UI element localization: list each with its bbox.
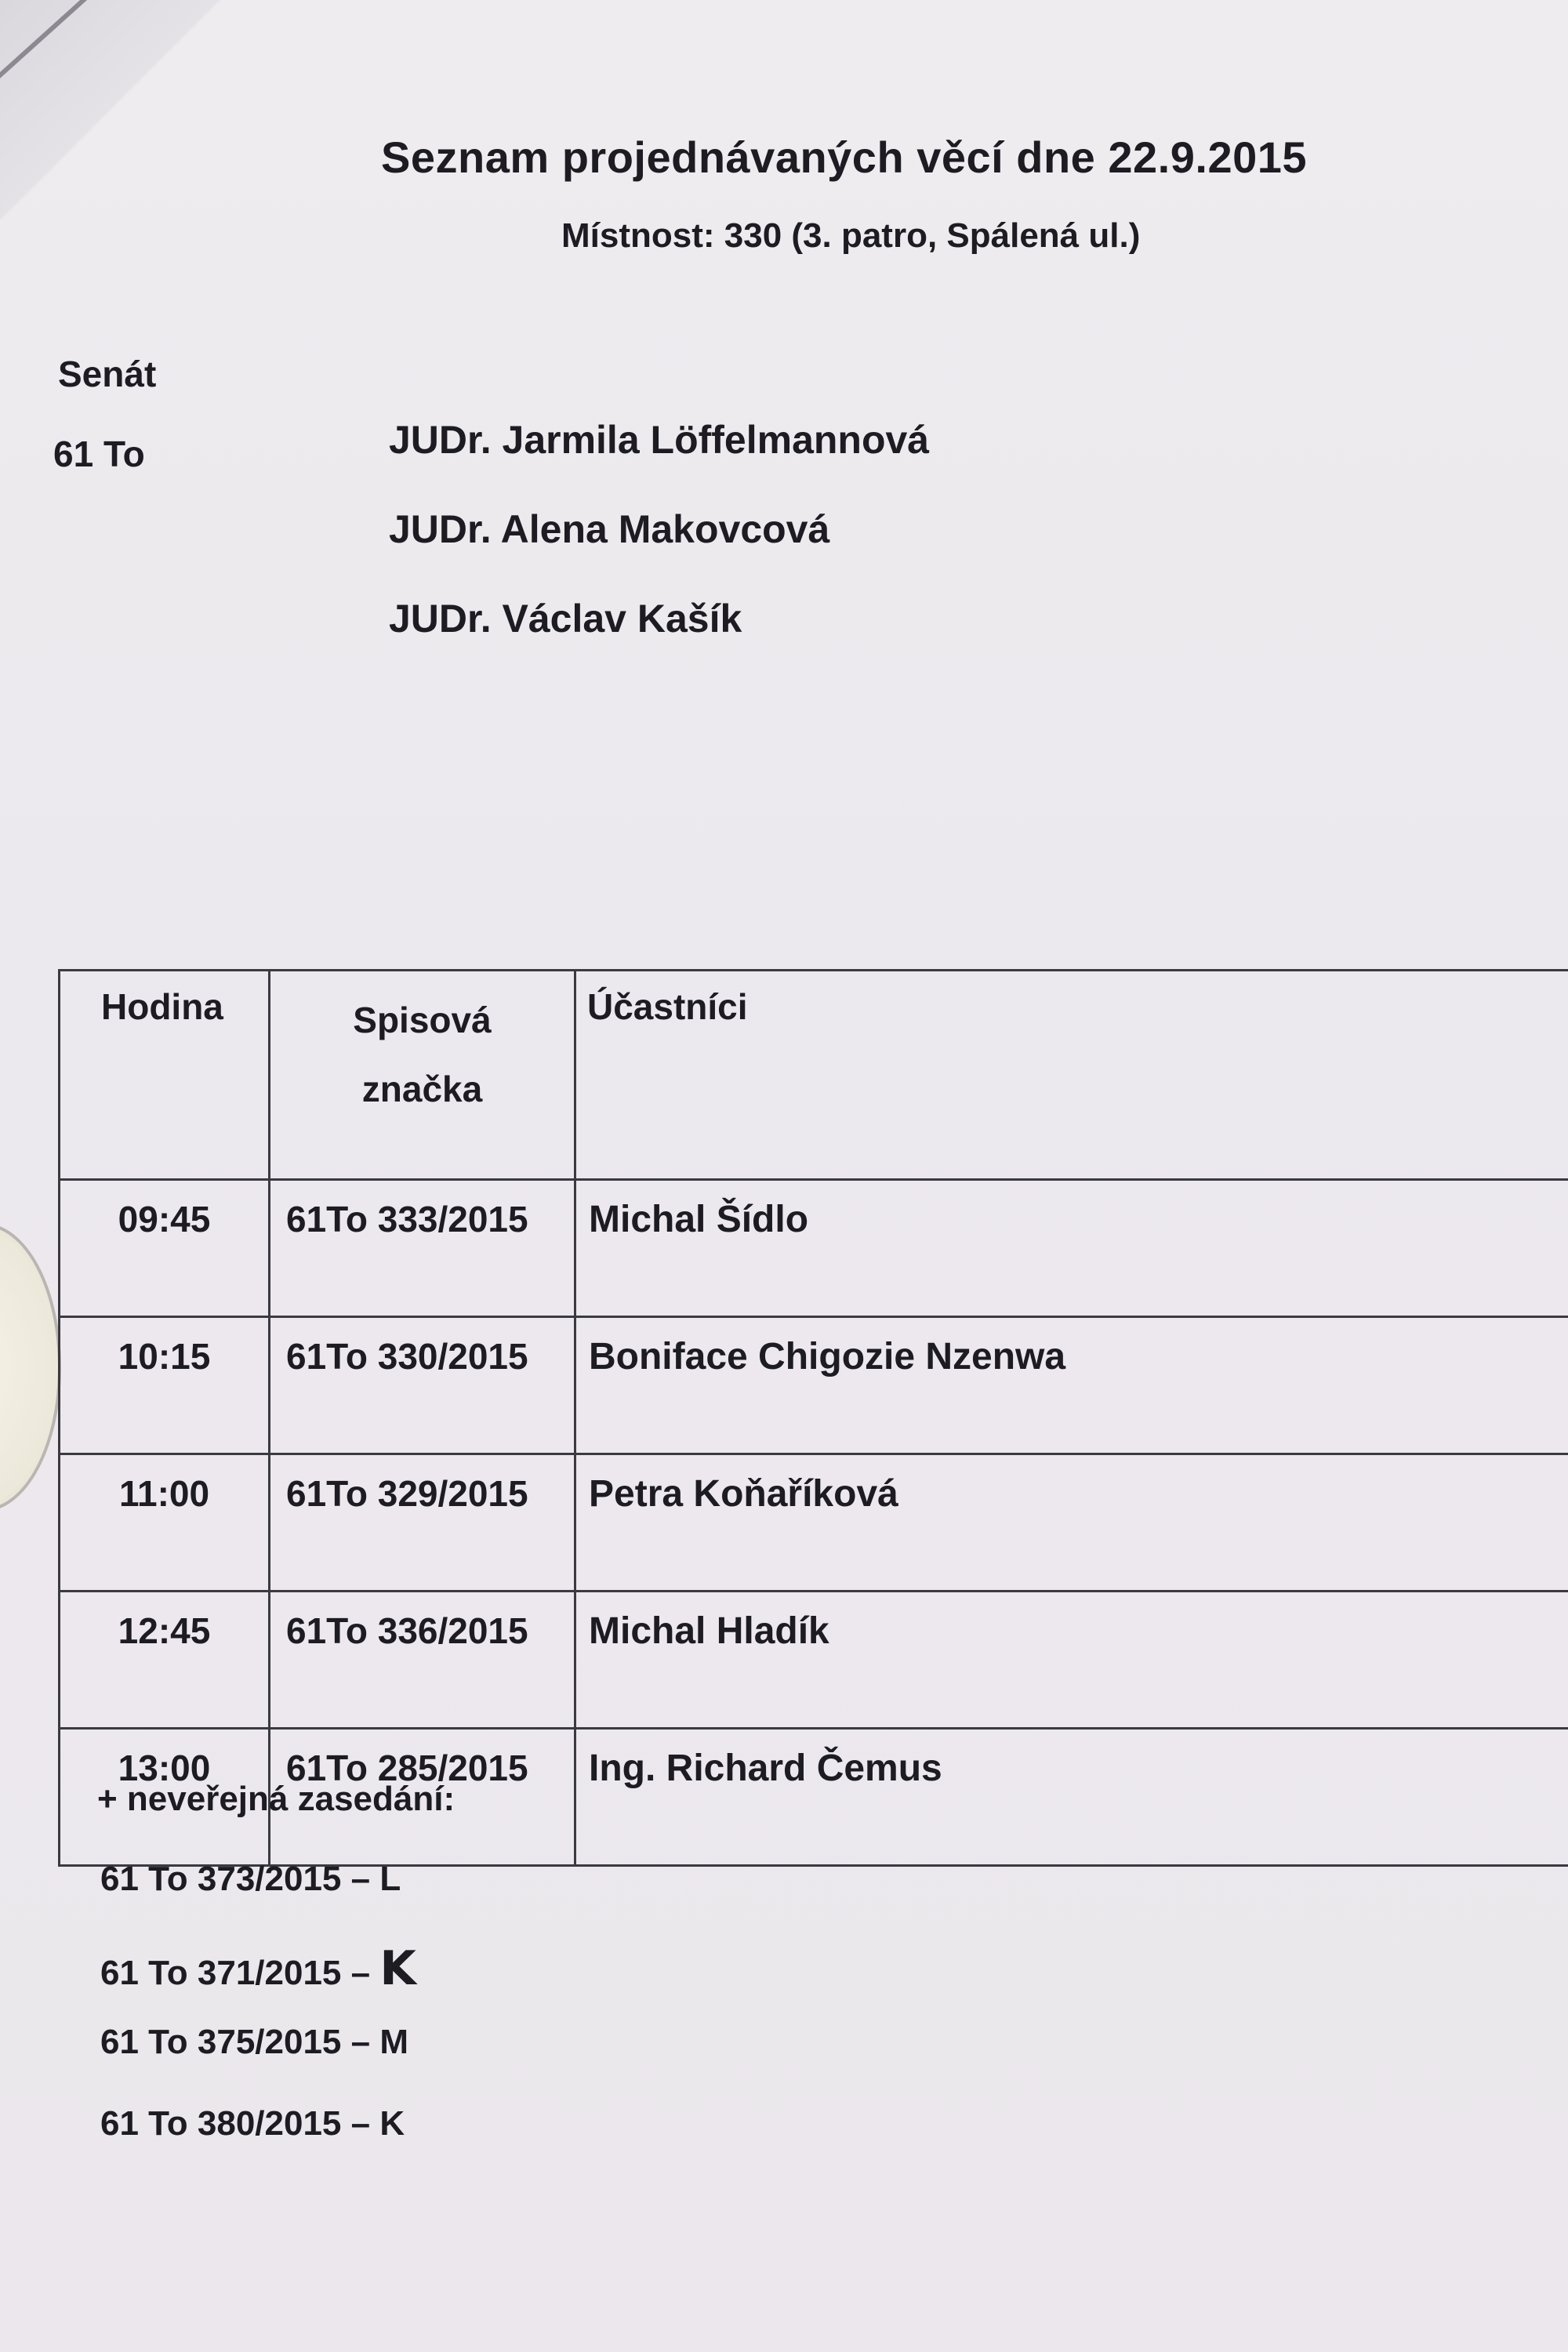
table-row <box>60 1592 1568 1729</box>
closed-case-mark: K <box>379 2104 405 2143</box>
closed-case-ref: 61 To 375/2015 – <box>100 2023 380 2061</box>
table-header-row <box>60 971 1568 1180</box>
folded-corner <box>0 0 227 220</box>
table-row <box>60 1317 1568 1454</box>
list-item <box>100 1860 416 1941</box>
cell-time: 09:45 <box>60 1180 270 1317</box>
cell-participants: Ing. Richard Čemus <box>575 1729 1568 1866</box>
senate-label: Senát <box>58 354 157 394</box>
senate-code: 61 To <box>53 434 145 474</box>
cell-case-ref: 61To 336/2015 <box>270 1592 575 1729</box>
list-item <box>100 2104 416 2186</box>
closed-sessions-heading: + neveřejná zasedání: <box>97 1780 456 1818</box>
header-case-ref <box>270 971 575 1180</box>
cell-case-ref: 61To 333/2015 <box>270 1180 575 1317</box>
judge-name: JUDr. Václav Kašík <box>389 597 742 641</box>
cell-participants: Petra Koňaříková <box>575 1454 1568 1592</box>
closed-case-ref: 61 To 371/2015 – <box>100 1954 380 1992</box>
judge-name: JUDr. Alena Makovcová <box>389 507 830 551</box>
table-row <box>60 1454 1568 1592</box>
list-item <box>100 1941 416 2023</box>
closed-case-ref: 61 To 380/2015 – <box>100 2104 380 2143</box>
judge-list <box>389 417 929 685</box>
cell-time: 13:00 <box>60 1729 270 1866</box>
cell-participants: Michal Hladík <box>575 1592 1568 1729</box>
header-time: Hodina <box>60 971 270 1180</box>
cell-participants: Michal Šídlo <box>575 1180 1568 1317</box>
list-item <box>100 2023 416 2104</box>
table-row <box>60 1180 1568 1317</box>
room-info: Místnost: 330 (3. patro, Spálená ul.) <box>561 216 1141 255</box>
cell-case-ref: 61To 329/2015 <box>270 1454 575 1592</box>
closed-case-mark: M <box>379 2023 408 2061</box>
cell-time: 10:15 <box>60 1317 270 1454</box>
closed-case-mark-handwritten: K <box>379 1941 416 1996</box>
hearing-schedule-table <box>58 969 1568 1867</box>
closed-sessions-list <box>100 1860 416 2186</box>
judge-name: JUDr. Jarmila Löffelmannová <box>389 418 930 462</box>
cell-time: 12:45 <box>60 1592 270 1729</box>
closed-case-ref: 61 To 373/2015 – <box>100 1860 380 1898</box>
cell-case-ref: 61To 330/2015 <box>270 1317 575 1454</box>
header-case-ref-line1: Spisová <box>353 1000 492 1040</box>
closed-case-mark: L <box>379 1860 401 1898</box>
cell-participants: Boniface Chigozie Nzenwa <box>575 1317 1568 1454</box>
cell-case-ref: 61To 285/2015 <box>270 1729 575 1866</box>
cell-time: 11:00 <box>60 1454 270 1592</box>
header-case-ref-line2: značka <box>361 1069 483 1109</box>
header-participants: Účastníci <box>575 971 1568 1180</box>
document-title: Seznam projednávaných věcí dne 22.9.2015 <box>381 132 1308 182</box>
